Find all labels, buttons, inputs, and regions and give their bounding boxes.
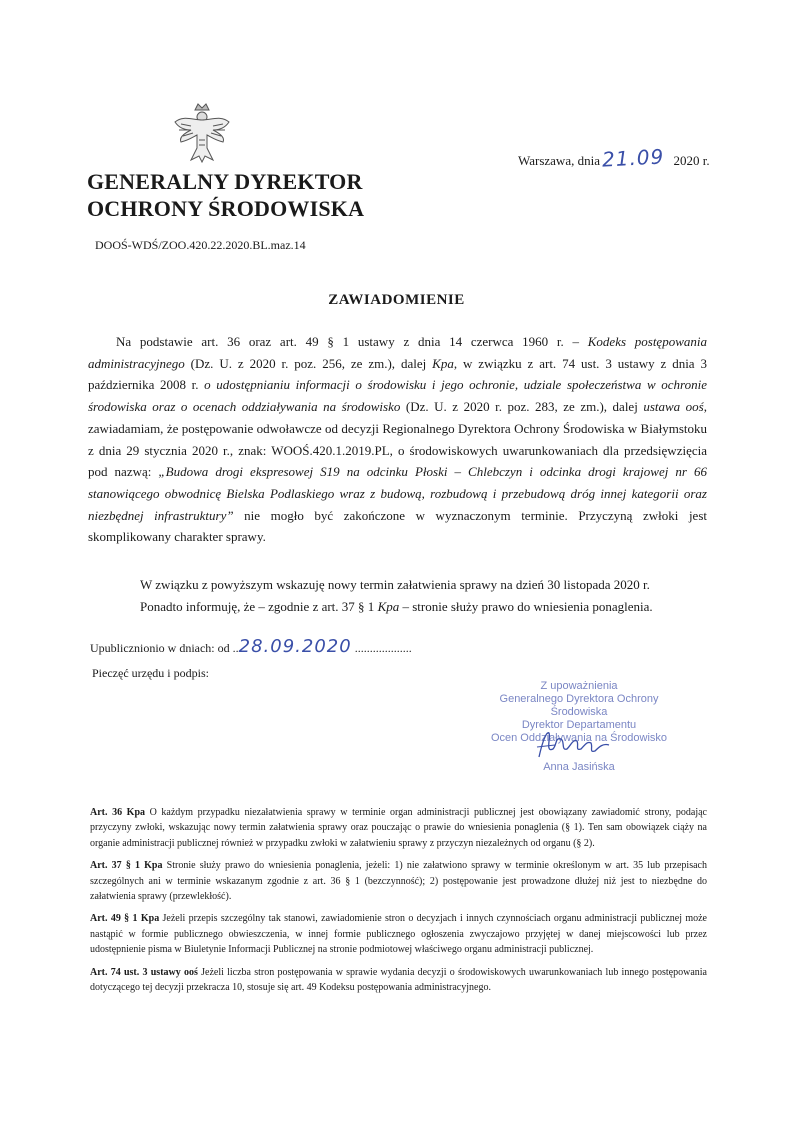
- handwritten-signature: [535, 727, 615, 761]
- handwritten-date: 21.09: [601, 144, 665, 172]
- document-title: ZAWIADOMIENIE: [328, 292, 465, 308]
- footnote-art-37: [90, 858, 707, 904]
- new-deadline-line: W związku z powyższym wskazuję nowy termin załatwienia sprawy na dzień 30 listopada 2020 r.: [140, 577, 650, 592]
- text-span: (Dz. U. z 2020 r. poz. 256, ze zm.), dalej: [184, 355, 433, 371]
- deadline-paragraph: [140, 574, 653, 617]
- footnote-text: Stronie służy prawo do wniesienia ponaglenia, jeżeli: 1) nie załatwiono sprawy w terminie określonym w art. 35 lub przepisach szczególnych ani w terminie wskazanym zgodnie z art. 36 § 1 (bezczynność); 2) postępowanie jest prowadzone dłużej niż jest to niezbędne do załatwienia sprawy (przewlekłość).: [90, 860, 707, 903]
- footnote-head: Art. 36 Kpa: [90, 807, 146, 818]
- authority-name: [87, 168, 364, 222]
- publication-date-handwritten: 28.09.2020: [238, 636, 352, 657]
- stamp-line: Dyrektor Departamentu: [521, 719, 637, 731]
- footnote-art-49: [90, 911, 707, 957]
- authority-line-1: GENERALNY DYREKTOR: [87, 169, 363, 194]
- footnote-text: Jeżeli liczba stron postępowania w sprawie wydania decyzji o środowiskowych uwarunkowaniach lub innego postępowania dotyczącego tej decyzji przekracza 10, stosuje się art. 49 Kodeksu postępowania administracyjnego.: [90, 966, 707, 994]
- kpa-abbr: Kpa: [377, 598, 400, 614]
- stamp-line: Z upoważnienia: [540, 680, 618, 692]
- polish-eagle-icon: [171, 100, 233, 170]
- footnote-head: Art. 49 § 1 Kpa: [90, 913, 160, 925]
- act-title: o udostępnianiu informacji o środowisku i jego ochronie, udziale społeczeństwa w ochronie środowiska oraz o ocenach oddziaływania na środowisko: [88, 377, 708, 415]
- publication-line: [90, 636, 412, 657]
- oos-abbr: ustawa ooś: [643, 399, 704, 415]
- place-date-prefix: Warszawa, dnia: [518, 153, 600, 168]
- dots: ..: [229, 641, 239, 655]
- main-paragraph: [88, 331, 707, 548]
- footnote-text: O każdym przypadku niezałatwienia sprawy w terminie organ administracji publicznej jest obowiązany zawiadomić strony, podając przyczyny zwłoki, wskazując nowy termin załatwienia sprawy oraz pouczając o prawie do wniesienia ponaglenia (§ 1). Ten sam obowiązek ciąży na organie administracji publicznej również w przypadku zwłoki w załatwieniu sprawy z przyczyn niezależnych od organu (§ 2).: [90, 807, 707, 849]
- footnote-art-36: [90, 805, 707, 851]
- text-span: – stronie służy prawo do wniesienia ponaglenia.: [399, 598, 653, 614]
- stamp-line: Generalnego Dyrektora Ochrony Środowiska: [499, 693, 659, 718]
- stamp-label: Pieczęć urzędu i podpis:: [92, 666, 209, 680]
- kpa-abbr: Kpa: [432, 355, 454, 371]
- text-span: , w związku z art. 74 ust. 3 ustawy z dnia 3 października 2008 r.: [88, 355, 707, 393]
- footnote-head: Art. 37 § 1 Kpa: [90, 860, 163, 872]
- project-name: „Budowa drogi ekspresowej S19 na odcinku Płoski – Chlebczyn i odcinka drogi krajowej nr 66 stanowiącego obwodnicę Bielska Podlaskiego wraz z budową, rozbudową i przebudową dróg innej kategorii oraz niezbędnej infrastruktury”: [88, 464, 708, 523]
- text-span: , zawiadamiam, że postępowanie odwoławcze od decyzji Regionalnego Dyrektora Ochrony Środowiska w Białymstoku z dnia 29 stycznia 2020 r., znak: WOOŚ.420.1.2019.PL, o środowiskowych uwarunkowaniach dla przedsięwzięcia pod nazwą:: [88, 399, 707, 480]
- text-span: (Dz. U. z 2020 r. poz. 283, ze zm.), dalej: [400, 399, 644, 415]
- text-span: Na podstawie art. 36 oraz art. 49 § 1 ustawy z dnia 14 czerwca 1960 r. –: [116, 334, 588, 349]
- publication-label: Upublicznionio w dniach: od: [90, 641, 230, 655]
- footnote-text: Jeżeli przepis szczególny tak stanowi, zawiadomienie stron o decyzjach i innych czynnościach organu administracji publicznej może nastąpić w formie publicznego obwieszczenia, w innej formie publicznego ogłoszenia zwyczajowo przyjętej w danej miejscowości lub przez udostępnienie pisma w Biuletynie Informacji Publicznej na stronie podmiotowej właściwego organu administracji publicznej.: [90, 913, 707, 956]
- signer-name: Anna Jasińska: [543, 761, 615, 773]
- text-span: nie mogło być zakończone w wyznaczonym terminie. Przyczyną zwłoki jest skomplikowany charakter sprawy.: [88, 507, 707, 545]
- case-reference: DOOŚ-WDŚ/ZOO.420.22.2020.BL.maz.14: [95, 238, 306, 252]
- place-and-date: [518, 146, 710, 170]
- paragraph-1: [88, 331, 707, 548]
- kpa-full-name: Kodeks postępowania administracyjnego: [88, 334, 707, 371]
- footnote-head: Art. 74 ust. 3 ustawy ooś: [90, 966, 198, 978]
- authority-line-2: OCHRONY ŚRODOWISKA: [87, 196, 365, 221]
- text-span: Ponadto informuję, że – zgodnie z art. 37 § 1: [140, 598, 378, 614]
- footnote-art-74: [90, 965, 707, 996]
- legal-footnotes: [90, 805, 707, 1002]
- reminder-right-line: [140, 596, 653, 618]
- date-year: 2020 r.: [673, 153, 710, 168]
- dots: ...................: [351, 641, 412, 655]
- stamp-line: Ocen Oddziaływania na Środowisko: [490, 732, 668, 744]
